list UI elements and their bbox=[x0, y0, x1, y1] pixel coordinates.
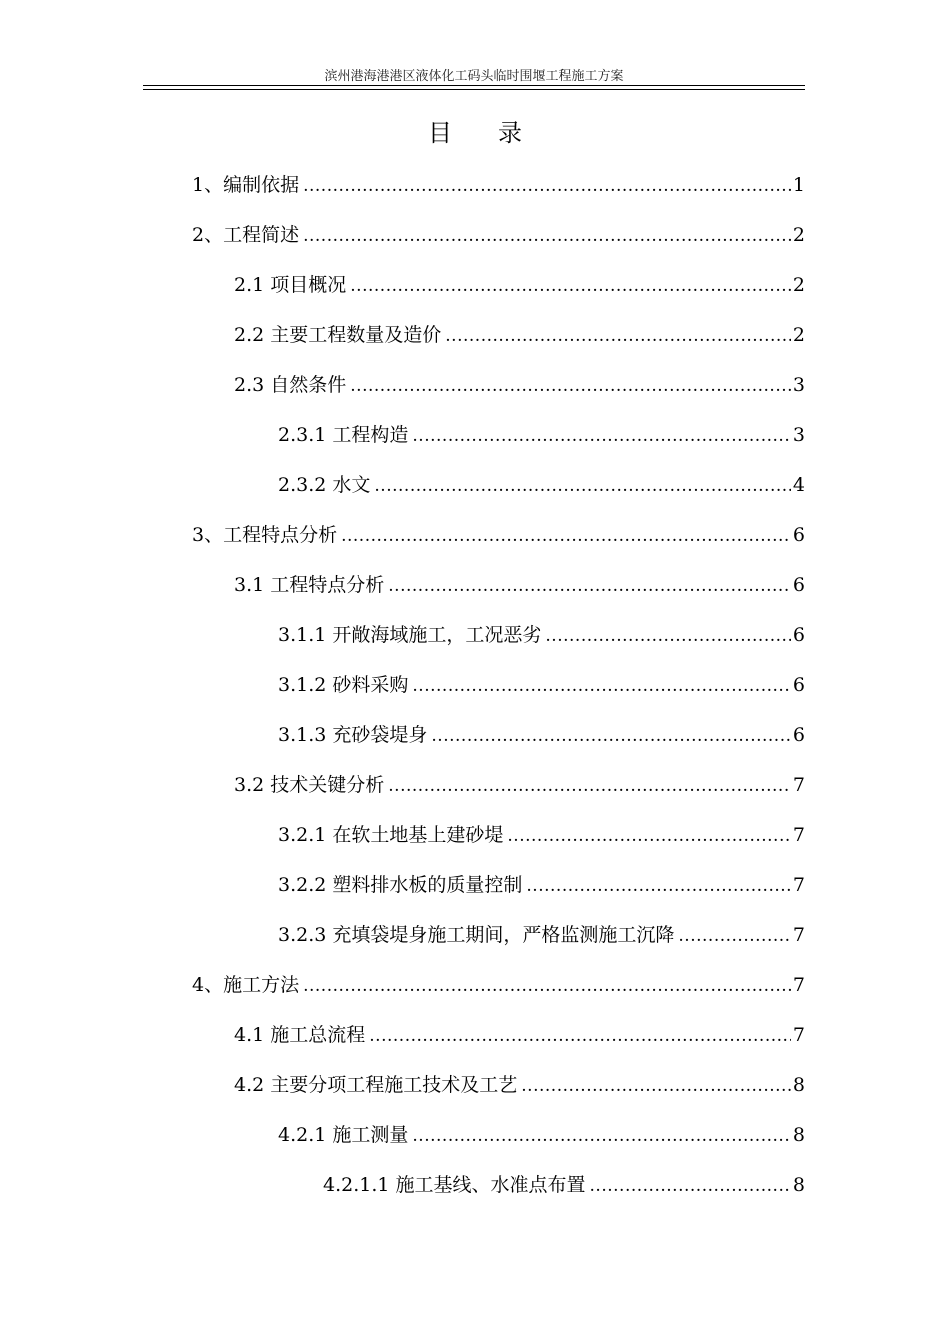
toc-page-number: 6 bbox=[792, 524, 805, 546]
toc-entry[interactable] bbox=[278, 870, 805, 900]
toc-entry-label: 3.1.1 开敞海域施工，工况恶劣 bbox=[278, 624, 542, 646]
toc-entry-label: 4.2.1 施工测量 bbox=[278, 1124, 409, 1146]
toc-entry-label: 1、编制依据 bbox=[192, 174, 300, 196]
toc-page-number: 7 bbox=[792, 924, 805, 946]
toc-entry[interactable] bbox=[278, 620, 805, 650]
toc-page-number: 2 bbox=[792, 224, 805, 246]
header-rule-thin bbox=[143, 89, 805, 90]
toc-leader-dots bbox=[388, 771, 791, 801]
toc-page-number: 8 bbox=[792, 1124, 805, 1146]
toc-leader-dots bbox=[388, 571, 791, 601]
toc-page-number: 6 bbox=[792, 724, 805, 746]
toc-page-number: 3 bbox=[792, 374, 805, 396]
toc-entry-label: 2.3 自然条件 bbox=[234, 374, 347, 396]
toc-page-number: 8 bbox=[792, 1074, 805, 1096]
toc-leader-dots bbox=[374, 471, 791, 501]
toc-page-number: 2 bbox=[792, 324, 805, 346]
toc-leader-dots bbox=[412, 1121, 791, 1151]
toc-page-number: 6 bbox=[792, 674, 805, 696]
toc-leader-dots bbox=[445, 321, 791, 351]
toc-entry-label: 4.2.1.1 施工基线、水准点布置 bbox=[323, 1174, 586, 1196]
toc-page-number: 7 bbox=[792, 1024, 805, 1046]
toc-entry[interactable] bbox=[278, 470, 805, 500]
toc-entry[interactable] bbox=[192, 520, 805, 550]
toc-entry-label: 4、施工方法 bbox=[192, 974, 300, 996]
toc-page-number: 7 bbox=[792, 774, 805, 796]
toc-entry-label: 3、工程特点分析 bbox=[192, 524, 338, 546]
toc-leader-dots bbox=[303, 971, 791, 1001]
toc-leader-dots bbox=[545, 621, 791, 651]
toc-leader-dots bbox=[412, 421, 791, 451]
toc-leader-dots bbox=[431, 721, 791, 751]
toc-leader-dots bbox=[521, 1071, 791, 1101]
toc-leader-dots bbox=[526, 871, 791, 901]
toc-entry[interactable] bbox=[278, 720, 805, 750]
toc-page-number: 2 bbox=[792, 274, 805, 296]
toc-entry[interactable] bbox=[278, 820, 805, 850]
toc-entry[interactable] bbox=[234, 570, 805, 600]
toc-entry[interactable] bbox=[192, 970, 805, 1000]
running-header: 滨州港海港港区液体化工码头临时围堰工程施工方案 bbox=[324, 69, 624, 84]
toc-entry-label: 3.1.2 砂料采购 bbox=[278, 674, 409, 696]
toc-page-number: 7 bbox=[792, 974, 805, 996]
toc-entry-label: 3.2.1 在软土地基上建砂堤 bbox=[278, 824, 504, 846]
toc-entry[interactable] bbox=[234, 320, 805, 350]
header-rule-thick bbox=[143, 85, 805, 86]
toc-leader-dots bbox=[350, 271, 791, 301]
toc-leader-dots bbox=[341, 521, 791, 551]
toc-entry[interactable] bbox=[234, 1020, 805, 1050]
toc-entry-label: 2.3.2 水文 bbox=[278, 474, 371, 496]
toc-entry[interactable] bbox=[192, 220, 805, 250]
toc-page-number: 6 bbox=[792, 574, 805, 596]
toc-entry[interactable] bbox=[278, 920, 805, 950]
toc-page-number: 4 bbox=[792, 474, 805, 496]
toc-entry-label: 2.2 主要工程数量及造价 bbox=[234, 324, 442, 346]
toc-entry-label: 2.3.1 工程构造 bbox=[278, 424, 409, 446]
toc-leader-dots bbox=[412, 671, 791, 701]
toc-entry[interactable] bbox=[234, 1070, 805, 1100]
toc-page-number: 7 bbox=[792, 824, 805, 846]
toc-entry[interactable] bbox=[234, 370, 805, 400]
toc-entry-label: 4.2 主要分项工程施工技术及工艺 bbox=[234, 1074, 518, 1096]
toc-entry-label: 3.1 工程特点分析 bbox=[234, 574, 385, 596]
toc-page-number: 1 bbox=[792, 174, 805, 196]
toc-page-number: 8 bbox=[792, 1174, 805, 1196]
toc-leader-dots bbox=[590, 1171, 791, 1201]
toc-leader-dots bbox=[369, 1021, 791, 1051]
toc-entry-label: 4.1 施工总流程 bbox=[234, 1024, 366, 1046]
toc-entry[interactable] bbox=[323, 1170, 805, 1200]
toc-entry-label: 3.1.3 充砂袋堤身 bbox=[278, 724, 428, 746]
toc-entry[interactable] bbox=[234, 770, 805, 800]
toc-page-number: 3 bbox=[792, 424, 805, 446]
page-title: 目录 bbox=[428, 119, 568, 147]
toc-entry-label: 2.1 项目概况 bbox=[234, 274, 347, 296]
toc-entry[interactable] bbox=[278, 420, 805, 450]
toc-leader-dots bbox=[303, 221, 791, 251]
toc-entry-label: 3.2.2 塑料排水板的质量控制 bbox=[278, 874, 523, 896]
toc-entry-label: 3.2.3 充填袋堤身施工期间，严格监测施工沉降 bbox=[278, 924, 675, 946]
toc-leader-dots bbox=[350, 371, 791, 401]
toc-entry[interactable] bbox=[278, 670, 805, 700]
toc-page-number: 7 bbox=[792, 874, 805, 896]
toc-leader-dots bbox=[303, 171, 791, 201]
toc-entry[interactable] bbox=[278, 1120, 805, 1150]
toc-entry[interactable] bbox=[234, 270, 805, 300]
toc-leader-dots bbox=[678, 921, 791, 951]
toc-leader-dots bbox=[507, 821, 791, 851]
toc-entry-label: 3.2 技术关键分析 bbox=[234, 774, 385, 796]
toc-page-number: 6 bbox=[792, 624, 805, 646]
toc-entry-label: 2、工程简述 bbox=[192, 224, 300, 246]
toc-entry[interactable] bbox=[192, 170, 805, 200]
